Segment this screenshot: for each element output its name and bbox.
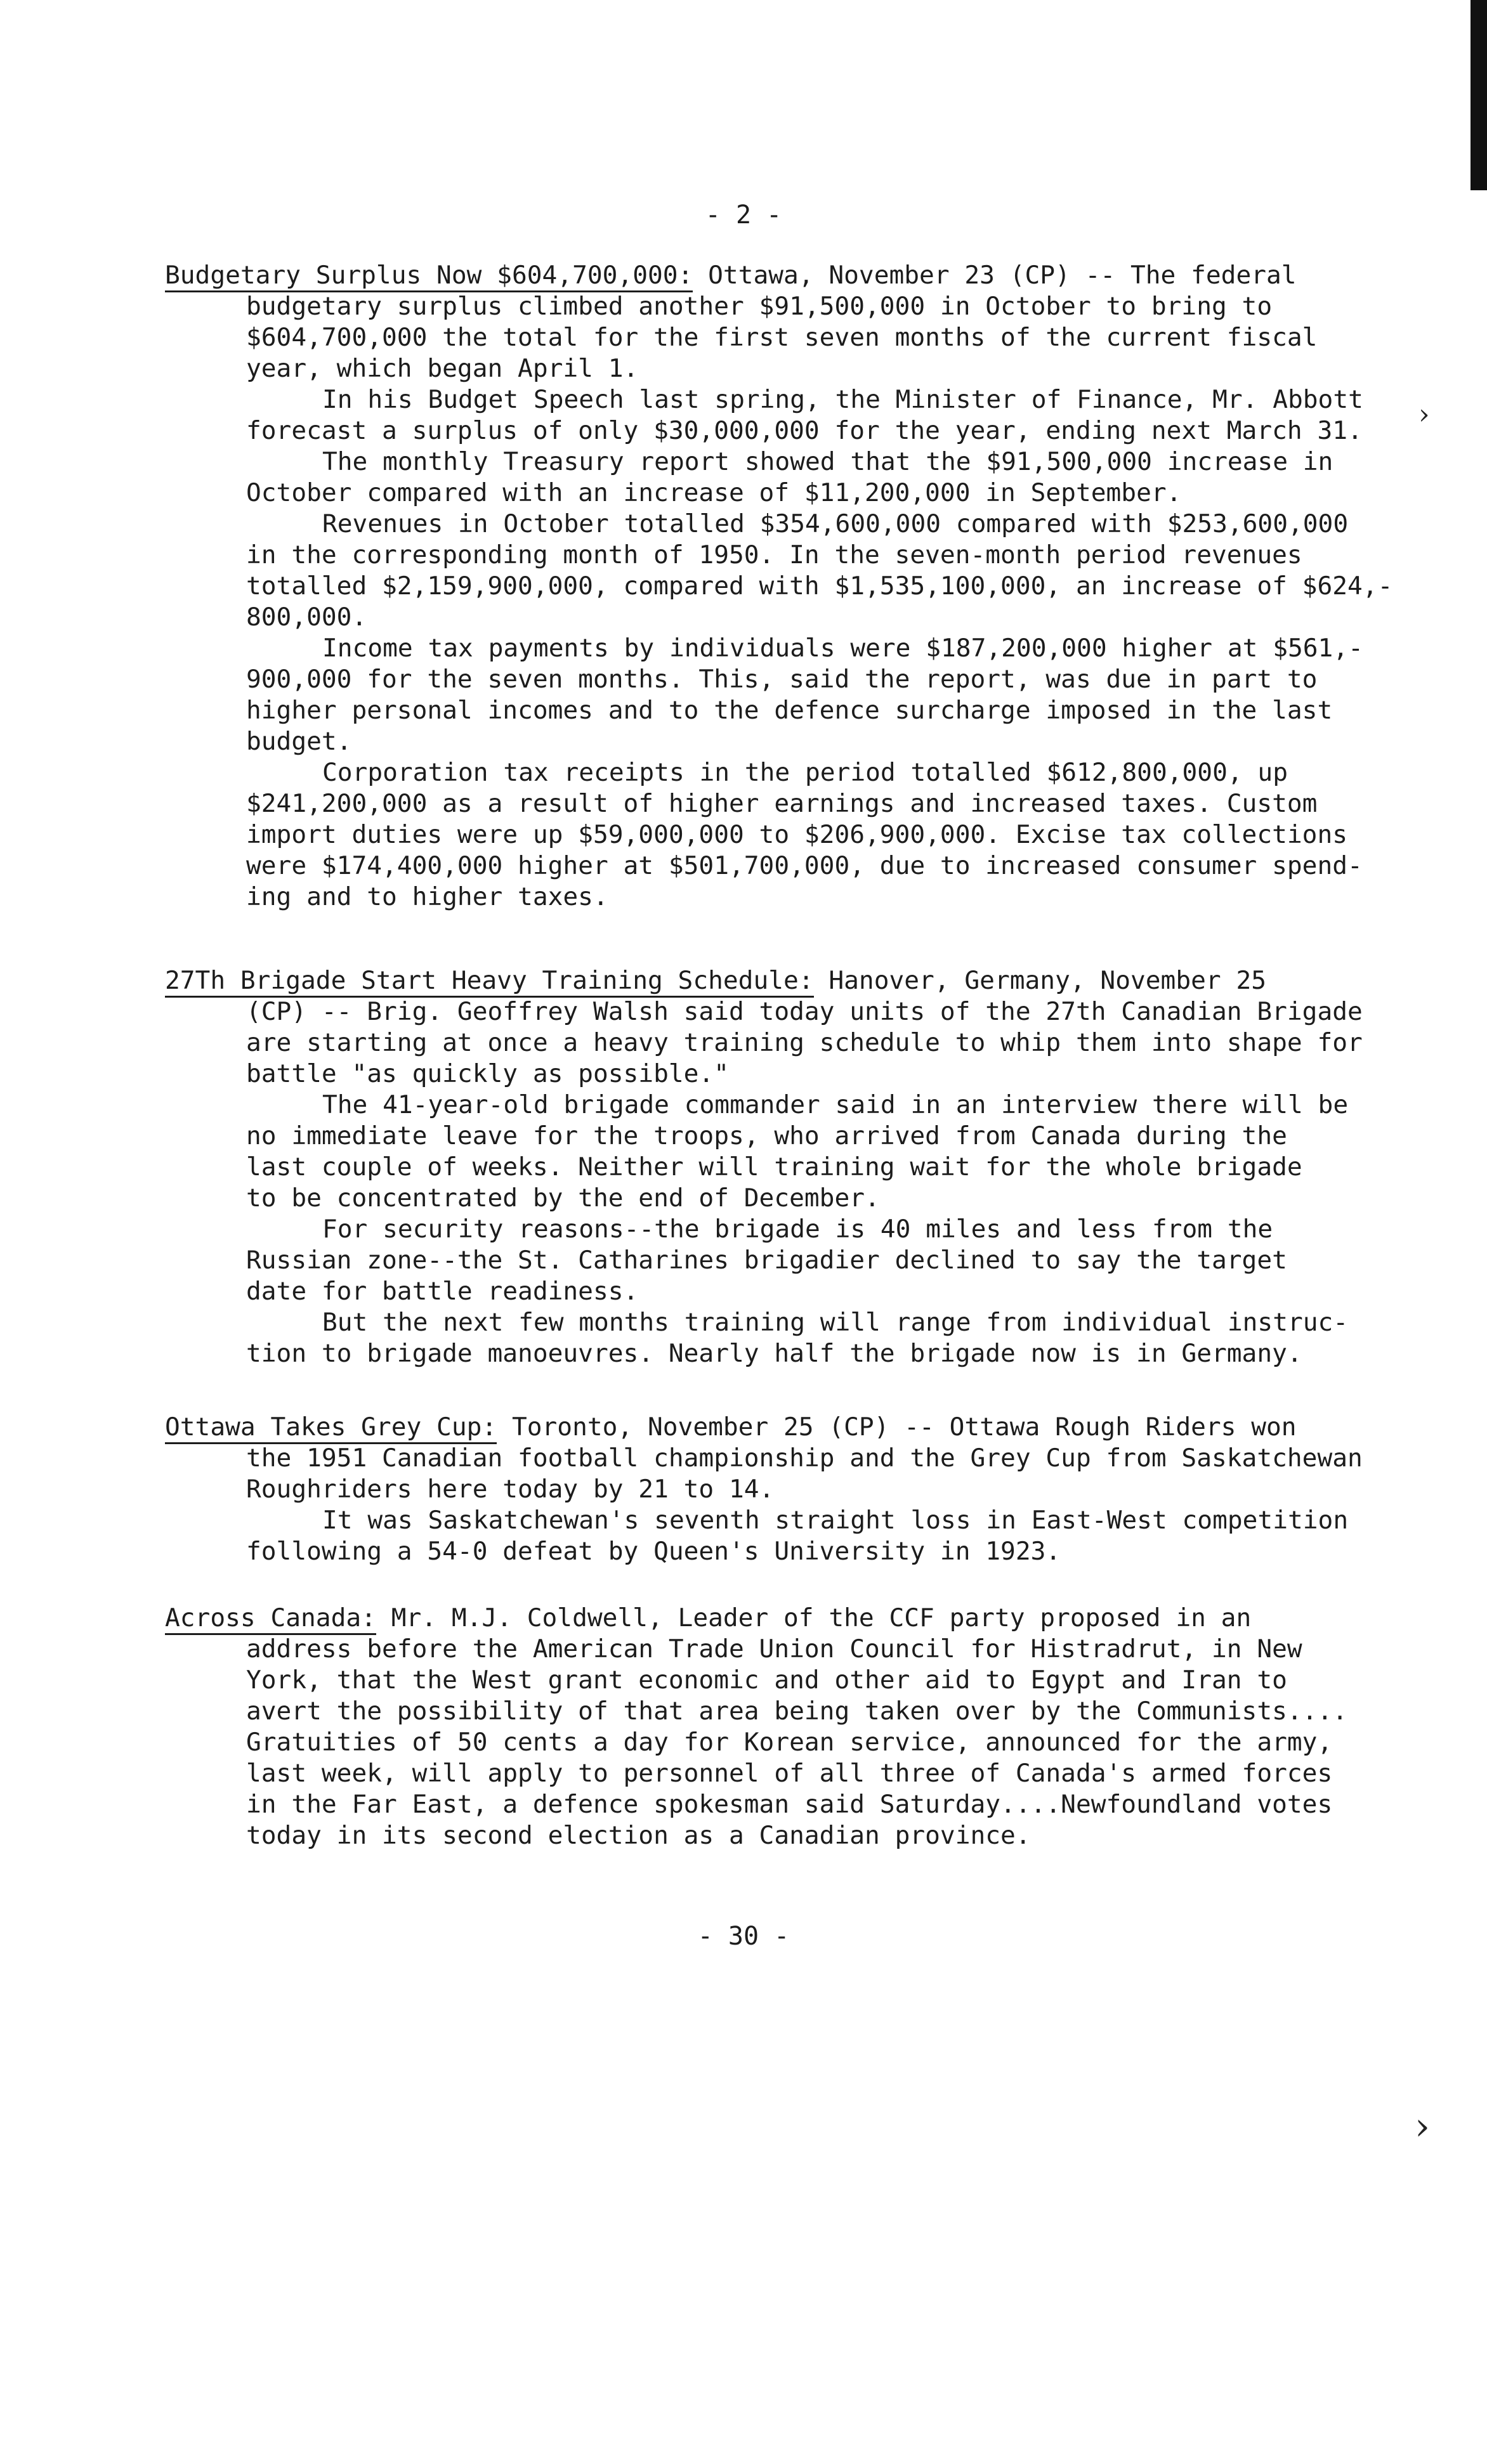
article-line: Corporation tax receipts in the period totalled $612,800,000, up — [322, 758, 1288, 787]
article-line: budget. — [246, 727, 352, 756]
bottom-page-number: - 30 - — [697, 1922, 790, 1951]
article-line: battle "as quickly as possible." — [246, 1059, 729, 1088]
article-line: budgetary surplus climbed another $91,500,000 in October to bring to — [246, 292, 1273, 321]
article-line: totalled $2,159,900,000, compared with $1,535,100,000, an increase of $624,- — [246, 571, 1393, 601]
article-line: avert the possibility of that area being taken over by the Communists.... — [246, 1697, 1348, 1726]
article-line: Gratuities of 50 cents a day for Korean service, announced for the army, — [246, 1728, 1333, 1757]
article-line: In his Budget Speech last spring, the Minister of Finance, Mr. Abbott — [322, 385, 1363, 414]
scan-binding-mark: › — [1415, 2104, 1430, 2149]
article-line: import duties were up $59,000,000 to $206,900,000. Excise tax collections — [246, 820, 1348, 849]
article-line: The monthly Treasury report showed that the $91,500,000 increase in — [322, 447, 1333, 476]
article-line: (CP) -- Brig. Geoffrey Walsh said today units of the 27th Canadian Brigade — [246, 997, 1363, 1026]
scan-binding-mark: › — [1418, 398, 1430, 431]
article-line: 800,000. — [246, 603, 367, 632]
article-line: $241,200,000 as a result of higher earnings and increased taxes. Custom — [246, 789, 1318, 818]
article-across-canada — [165, 1603, 1421, 1851]
article-line: It was Saskatchewan's seventh straight loss in East-West competition — [322, 1506, 1349, 1535]
article-line: Revenues in October totalled $354,600,000 compared with $253,600,000 — [322, 509, 1349, 538]
article-headline: Budgetary Surplus Now $604,700,000: — [165, 261, 693, 292]
scan-edge-bar — [1471, 0, 1487, 190]
article-line: forecast a surplus of only $30,000,000 for the year, ending next March 31. — [246, 416, 1363, 445]
article-line: 900,000 for the seven months. This, said the report, was due in part to — [246, 665, 1318, 694]
article-headline: Ottawa Takes Grey Cup: — [165, 1412, 497, 1444]
article-line: For security reasons--the brigade is 40 miles and less from the — [322, 1215, 1273, 1244]
article-line: $604,700,000 the total for the first seven months of the current fiscal — [246, 323, 1318, 352]
article-line: October compared with an increase of $11,200,000 in September. — [246, 478, 1182, 507]
article-line: to be concentrated by the end of December. — [246, 1183, 880, 1213]
article-line: ing and to higher taxes. — [246, 882, 608, 911]
article-line: in the corresponding month of 1950. In the seven-month period revenues — [246, 540, 1302, 570]
article-line: were $174,400,000 higher at $501,700,000, due to increased consumer spend- — [246, 851, 1363, 880]
article-first-line — [165, 1603, 1421, 1634]
article-first-line — [165, 260, 1421, 291]
article-line: in the Far East, a defence spokesman said Saturday....Newfoundland votes — [246, 1790, 1333, 1819]
article-line: date for battle readiness. — [246, 1277, 639, 1306]
article-dateline: Hanover, Germany, November 25 — [813, 966, 1267, 995]
article-dateline: Ottawa, November 23 (CP) -- The federal — [693, 261, 1297, 290]
article-line: Income tax payments by individuals were $187,200,000 higher at $561,- — [322, 634, 1363, 663]
article-budgetary-surplus — [165, 260, 1421, 913]
article-line: no immediate leave for the troops, who arrived from Canada during the — [246, 1121, 1287, 1151]
article-line: Russian zone--the St. Catharines brigadier declined to say the target — [246, 1246, 1287, 1275]
article-line: The 41-year-old brigade commander said in an interview there will be — [322, 1090, 1349, 1119]
article-line: tion to brigade manoeuvres. Nearly half the brigade now is in Germany. — [246, 1339, 1302, 1368]
article-line: today in its second election as a Canadian province. — [246, 1821, 1031, 1850]
article-headline: 27Th Brigade Start Heavy Training Schedule: — [165, 966, 814, 998]
article-first-line — [165, 965, 1421, 996]
article-line: higher personal incomes and to the defence surcharge imposed in the last — [246, 696, 1333, 725]
article-first-line — [165, 1412, 1421, 1443]
article-line: York, that the West grant economic and other aid to Egypt and Iran to — [246, 1665, 1287, 1695]
article-line: last week, will apply to personnel of all three of Canada's armed forces — [246, 1759, 1333, 1788]
article-line: the 1951 Canadian football championship and the Grey Cup from Saskatchewan — [246, 1444, 1363, 1473]
top-page-number: - 2 - — [705, 200, 782, 230]
article-headline: Across Canada: — [165, 1603, 376, 1635]
article-line: following a 54-0 defeat by Queen's University in 1923. — [246, 1537, 1061, 1566]
article-line: Roughriders here today by 21 to 14. — [246, 1475, 775, 1504]
article-27th-brigade — [165, 965, 1421, 1369]
article-grey-cup — [165, 1412, 1421, 1567]
article-line: last couple of weeks. Neither will training wait for the whole brigade — [246, 1152, 1302, 1182]
article-line: year, which began April 1. — [246, 354, 639, 383]
article-line: But the next few months training will range from individual instruc- — [322, 1308, 1349, 1337]
article-line: address before the American Trade Union Council for Histradrut, in New — [246, 1634, 1302, 1664]
article-dateline: Mr. M.J. Coldwell, Leader of the CCF party proposed in an — [376, 1603, 1252, 1633]
article-dateline: Toronto, November 25 (CP) -- Ottawa Rough Riders won — [497, 1412, 1297, 1442]
article-line: are starting at once a heavy training schedule to whip them into shape for — [246, 1028, 1363, 1057]
